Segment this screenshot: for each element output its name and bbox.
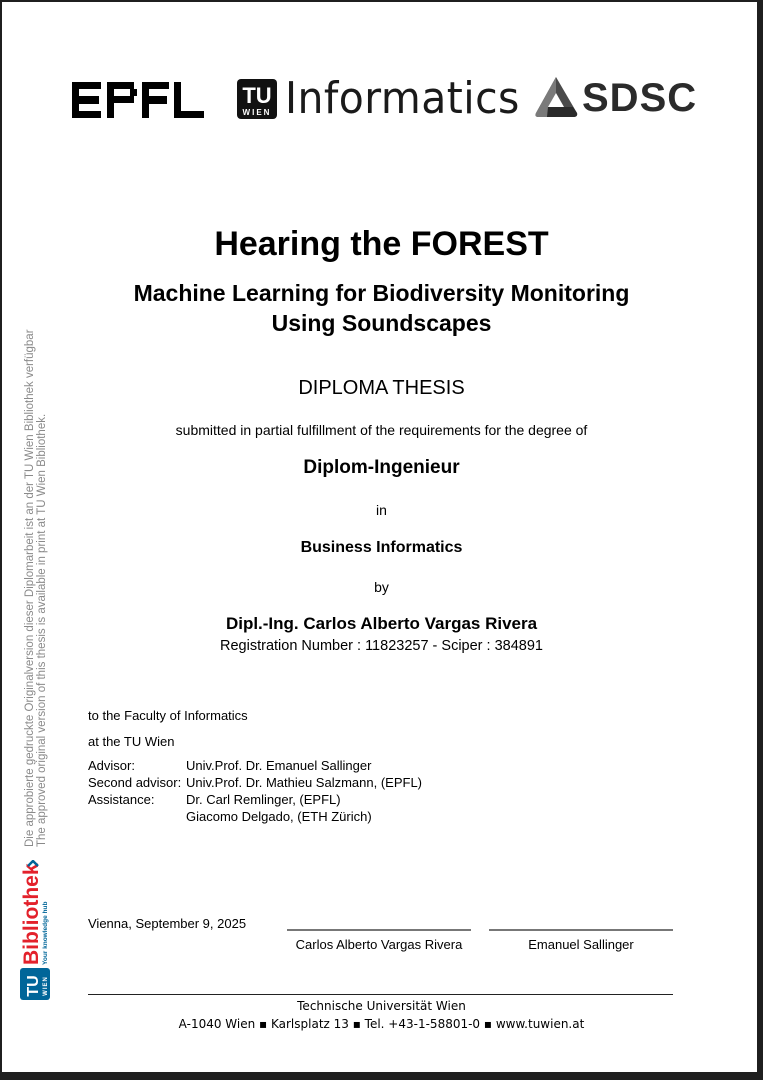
signing-date: Vienna, September 9, 2025 [88,916,247,931]
advisor-label: Advisor: [88,758,135,773]
epfl-logo [70,80,204,120]
by-word: by [374,579,389,595]
assistance-row-2 [88,808,422,825]
institution-line: at the TU Wien [88,734,175,749]
footer-divider [88,994,673,995]
advisor-row [88,757,422,774]
watermark-english: The approved original version of this thesis is available in print at TU Wien Bibliothek. [36,413,48,847]
advisor-signature-line [489,929,673,931]
degree-name: Diplom-Ingenieur [303,457,460,478]
fulfillment-statement: submitted in partial fulfillment of the requirements for the degree of [175,422,588,438]
assistance-label-2 [88,808,186,825]
registration-number: Registration Number : 11823257 - Sciper : 384891 [220,638,543,654]
author-name: Dipl.-Ing. Carlos Alberto Vargas Rivera [225,614,538,633]
thesis-title: Hearing the FOREST [214,225,549,263]
svg-text:WIEN: WIEN [242,108,272,117]
svg-text:Your knowledge hub: Your knowledge hub [42,901,49,965]
thesis-subtitle [2,278,757,338]
assistance-row [88,791,422,808]
svg-text:WIEN: WIEN [43,976,49,996]
second-advisor-label: Second advisor: [88,775,182,790]
advisor-value: Univ.Prof. Dr. Emanuel Sallinger [186,758,372,773]
subtitle-line-2: Using Soundscapes [271,310,492,336]
thesis-title-page [2,2,757,1072]
svg-text:Bibliothek: Bibliothek [20,863,43,965]
sdsc-logo-mark [533,75,579,119]
footer-university: Technische Universität Wien [297,999,466,1013]
tu-wien-logo [237,79,277,119]
assistance-value-2: Giacomo Delgado, (ETH Zürich) [186,809,372,824]
tu-bibliothek-logo [18,860,52,1002]
subtitle-line-1: Machine Learning for Biodiversity Monitoring [133,280,630,306]
watermark-german: Die approbierte gedruckte Originalversion dieser Diplomarbeit ist an der TU Wien Bibliothek verfügbar [24,329,36,847]
footer-address: A-1040 Wien ▪ Karlsplatz 13 ▪ Tel. +43-1-58801-0 ▪ www.tuwien.at [178,1017,585,1031]
in-word: in [376,502,387,518]
assistance-label: Assistance: [88,792,155,807]
assistance-value: Dr. Carl Remlinger, (EPFL) [186,792,341,807]
svg-text:TU: TU [242,83,272,108]
thesis-type: DIPLOMA THESIS [298,377,465,399]
advisor-signature-name: Emanuel Sallinger [528,937,634,952]
svg-text:TU: TU [25,975,42,997]
author-signature-name: Carlos Alberto Vargas Rivera [295,937,463,952]
faculty-line: to the Faculty of Informatics [88,708,248,723]
second-advisor-row [88,774,422,791]
sdsc-wordmark: SDSC [582,76,698,120]
program-name: Business Informatics [300,539,463,556]
author-signature-line [287,929,471,931]
advisors-table [88,757,422,825]
informatics-wordmark: Informatics [285,73,520,124]
second-advisor-value: Univ.Prof. Dr. Mathieu Salzmann, (EPFL) [186,775,423,790]
